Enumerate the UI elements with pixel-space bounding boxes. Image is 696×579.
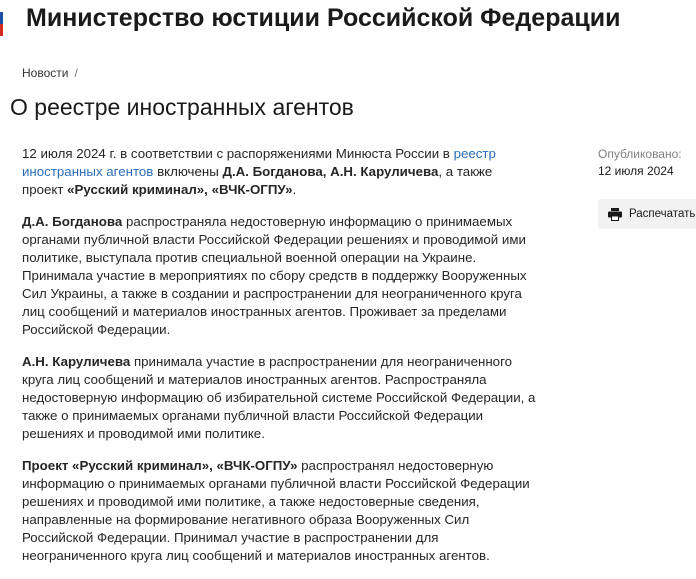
p1-included: включены bbox=[153, 164, 223, 179]
print-label: Распечатать bbox=[629, 208, 696, 220]
breadcrumb bbox=[22, 66, 78, 80]
p4-name: Проект «Русский криминал», «ВЧК-ОГПУ» bbox=[22, 458, 298, 473]
article-paragraph-3 bbox=[22, 353, 537, 443]
p1-also: , а также проект bbox=[22, 164, 493, 197]
p3-text: принимала участие в распространении для неограниченного круга лиц сообщений и материалов иностранных агентов. Распространяла недостоверную информацию об избирательной системе Российской Федерации, а также о принимаемых органами публичной власти Российской Федерации решениях и проводимой ими политике. bbox=[22, 354, 536, 441]
page-title: О реестре иностранных агентов bbox=[10, 94, 354, 120]
print-button[interactable] bbox=[598, 199, 696, 229]
p1-names: Д.А. Богданова, А.Н. Каруличева bbox=[222, 164, 439, 179]
p4-text: распространял недостоверную информацию о принимаемых органами публичной власти Российской Федерации решениях и проводимой ими политике, а также недостоверные сведения, направленные на формирование негативного образа Вооруженных Сил Российской Федерации. Принимал участие в распространении для неограниченного круга лиц сообщений и материалов иностранных агентов. bbox=[22, 458, 530, 563]
article-body bbox=[22, 145, 537, 579]
site-title[interactable]: Министерство юстиции Российской Федерации bbox=[26, 4, 621, 32]
flag-stripe bbox=[0, 0, 3, 36]
p2-text: распространяла недостоверную информацию о принимаемых органами публичной власти Российской Федерации решениях и проводимой ими политике, выступала против специальной военной операции на Украине. Принимала участие в мероприятиях по сбору средств в поддержку Вооруженных Сил Украины, а также в создании и распространении для неограниченного круга лиц сообщений и материалов иностранных агентов. Проживает за пределами Российской Федерации. bbox=[22, 214, 527, 337]
printer-icon bbox=[608, 208, 622, 221]
article-paragraph-2 bbox=[22, 213, 537, 339]
p1-projects: «Русский криминал», «ВЧК-ОГПУ» bbox=[67, 182, 293, 197]
p2-name: Д.А. Богданова bbox=[22, 214, 123, 229]
flag-red bbox=[0, 24, 3, 36]
article-paragraph-4 bbox=[22, 457, 537, 565]
article-paragraph-1 bbox=[22, 145, 537, 199]
breadcrumb-item-news[interactable]: Новости bbox=[22, 66, 69, 80]
flag-blue bbox=[0, 12, 3, 24]
p1-end: . bbox=[292, 182, 297, 197]
published-label: Опубликовано: bbox=[598, 147, 682, 161]
publication-meta bbox=[598, 146, 682, 180]
p3-name: А.Н. Каруличева bbox=[22, 354, 131, 369]
flag-white bbox=[0, 0, 3, 12]
p1-intro: 12 июля 2024 г. в соответствии с распоряжениями Минюста России в bbox=[22, 146, 454, 161]
breadcrumb-separator: / bbox=[74, 66, 78, 80]
registry-link[interactable]: реестр иностранных агентов bbox=[22, 146, 496, 179]
published-date: 12 июля 2024 bbox=[598, 164, 674, 178]
